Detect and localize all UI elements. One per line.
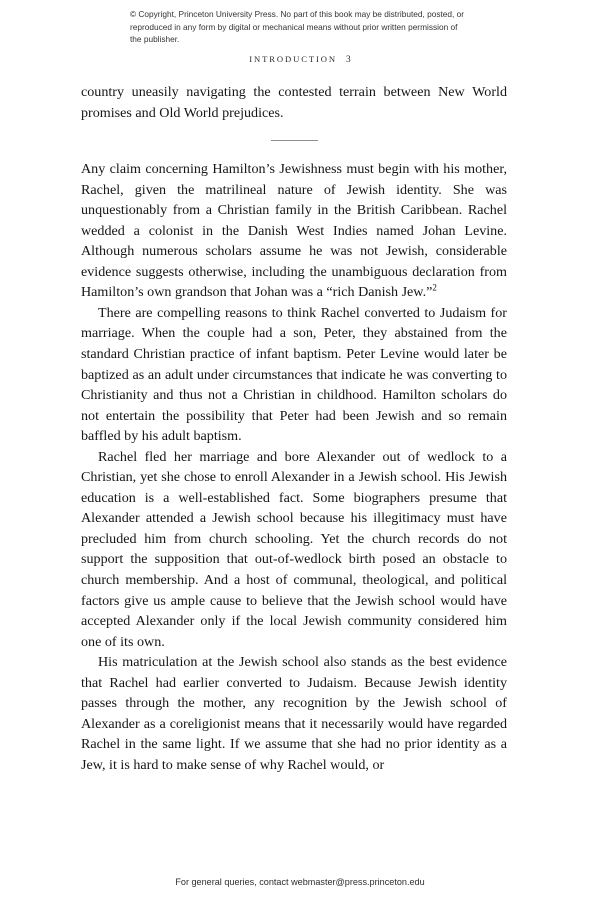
running-head-chapter-label: INTRODUCTION <box>249 54 338 64</box>
paragraph-compelling-reasons: There are compelling reasons to think Rachel converted to Judaism for marriage. When the couple had a son, Peter, they abstained from the standard Christian practice of infant baptism. Peter Levine would later be baptized as an adult under circumstances that indicate he was converting to Christianity and thus not a Christian in childhood. Hamilton scholars do not entertain the possibility that Peter had been Jewish and so remain baffled by his adult baptism. <box>81 304 507 445</box>
footnote-marker-2[interactable]: 2 <box>432 282 437 293</box>
footer-general-queries: For general queries, contact webmaster@press.princeton.edu <box>175 877 425 887</box>
body-text-column <box>81 82 507 776</box>
running-head <box>0 54 600 65</box>
paragraph-any-claim-text: Any claim concerning Hamilton’s Jewishness must begin with his mother, Rachel, given the matrilineal nature of Jewish identity. She was unquestionably from a Christian family in the British Caribbean. Rachel wedded a colonist in the Danish West Indies named Johan Levine. Although numerous scholars assume he was not Jewish, considerable evidence suggests otherwise, including the unambiguous declaration from Hamilton’s own grandson that Johan was a “rich Danish Jew.” <box>81 161 507 301</box>
page-folio-number: 3 <box>346 55 351 65</box>
paragraph-matriculation: His matriculation at the Jewish school also stands as the best evidence that Rachel had earlier converted to Judaism. Because Jewish identity passes through the mother, any recognition by the Jewish school of Alexander as a coreligionist means that it necessarily would have regarded Rachel in the same light. If we assume that she had no prior identity as a Jew, it is hard to make sense of why Rachel would, or <box>81 654 507 773</box>
paragraph-any-claim <box>81 159 507 303</box>
section-divider-rule <box>271 140 318 141</box>
paragraph-continued-opening: country uneasily navigating the contested terrain between New World promises and Old World prejudices. <box>81 84 507 121</box>
paragraph-rachel-fled: Rachel fled her marriage and bore Alexander out of wedlock to a Christian, yet she chose to enroll Alexander in a Jewish school. His Jewish education is a well-established fact. Some biographers presume that Alexander attended a Jewish school because his illegitimacy must have precluded him from church schooling. Yet the church records do not support the supposition that out-of-wedlock birth posed an obstacle to church membership. And a host of communal, theological, and political factors give us ample cause to believe that the Jewish school would have accepted Alexander only if the local Jewish community considered him one of its own. <box>81 448 507 650</box>
copyright-notice: © Copyright, Princeton University Press. No part of this book may be distributed, posted, or reproduced in any form by digital or mechanical means without prior written permission of the publisher. <box>130 9 464 45</box>
